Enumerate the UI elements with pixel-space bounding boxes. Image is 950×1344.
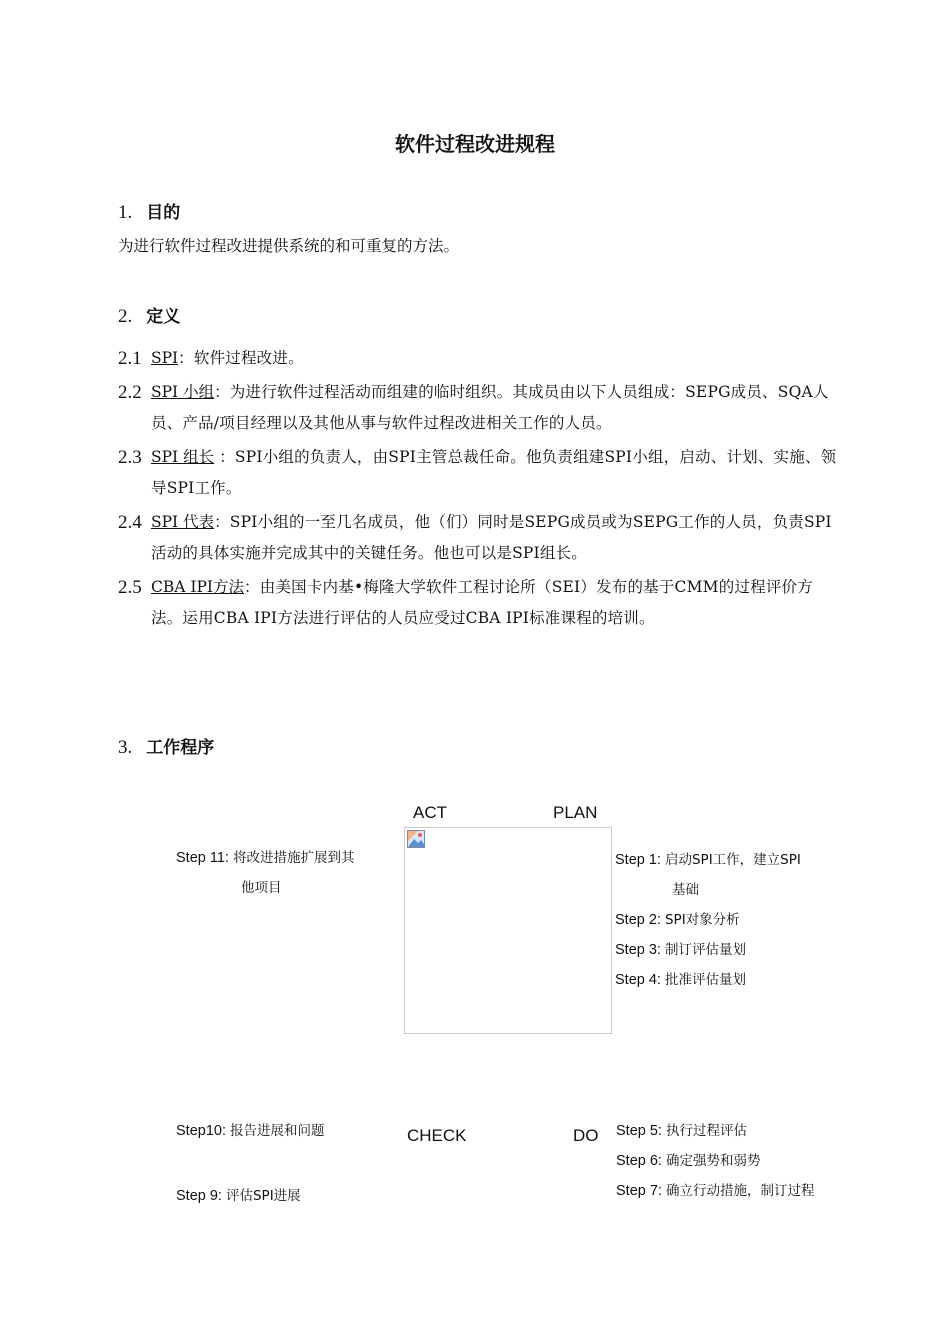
step-label: Step 9:	[176, 1188, 222, 1204]
step-label: Step 11:	[176, 850, 229, 866]
step-6	[616, 1146, 814, 1176]
document-title: 软件过程改进规程	[395, 132, 555, 156]
step-text: 批准评估量划	[664, 972, 746, 988]
step-label: Step 7:	[616, 1183, 662, 1199]
section-heading-definitions	[118, 302, 180, 328]
definition-item	[118, 377, 838, 439]
section-number: 3.	[118, 737, 133, 758]
definition-number: 2.2	[118, 382, 142, 403]
step-label: Step 4:	[615, 972, 661, 988]
section-heading-purpose	[118, 198, 180, 224]
definition-term: SPI	[151, 349, 179, 367]
definition-text: ：由美国卡内基•梅隆大学软件工程讨论所（SEI）发布的基于CMM的过程评价方法。运用CBA IPI方法进行评估的人员应受过CBA IPI标准课程的培训。	[151, 578, 813, 627]
step-11	[176, 843, 354, 903]
step-7	[616, 1176, 814, 1206]
step-text: 确立行动措施，制订过程	[665, 1183, 815, 1199]
step-text-continued: 他项目	[241, 880, 282, 896]
section-title: 工作程序	[146, 738, 215, 758]
definition-term: CBA IPI方法	[151, 578, 245, 596]
step-label: Step10:	[176, 1123, 226, 1139]
step-text-continued: 基础	[672, 882, 699, 898]
definition-text: ：SPI小组的负责人，由SPI主管总裁任命。他负责组建SPI小组，启动、计划、实施、领导SPI工作。	[151, 448, 837, 497]
check-label: CHECK	[407, 1126, 467, 1145]
step-2	[615, 905, 801, 935]
section-heading-procedure	[118, 733, 214, 759]
step-9	[176, 1181, 301, 1211]
step-1	[615, 845, 801, 905]
step-10	[176, 1116, 325, 1146]
step-5	[616, 1116, 814, 1146]
definition-item	[118, 507, 838, 569]
plan-steps	[615, 845, 801, 995]
section-number: 2.	[118, 306, 133, 327]
step-text: 将改进措施扩展到其	[232, 850, 355, 866]
definition-text: ：SPI小组的一至几名成员，他（们）同时是SEPG成员或为SEPG工作的人员，负责SPI活动的具体实施并完成其中的关键任务。他也可以是SPI组长。	[151, 513, 832, 562]
step-text: 确定强势和弱势	[665, 1153, 761, 1169]
do-label: DO	[573, 1126, 599, 1145]
step-text: 执行过程评估	[665, 1123, 747, 1139]
definition-item	[118, 343, 838, 374]
step-label: Step 5:	[616, 1123, 662, 1139]
definitions-list	[118, 343, 838, 637]
section-number: 1.	[118, 202, 133, 223]
definition-term: SPI 组长	[151, 448, 215, 466]
definition-item	[118, 442, 838, 504]
plan-label: PLAN	[553, 803, 598, 822]
purpose-paragraph: 为进行软件过程改进提供系统的和可重复的方法。	[118, 237, 460, 255]
definition-text: ：为进行软件过程活动而组建的临时组织。其成员由以下人员组成：SEPG成员、SQA人员、产品/项目经理以及其他从事与软件过程改进相关工作的人员。	[151, 383, 829, 432]
section-title: 目的	[146, 203, 181, 223]
definition-number: 2.4	[118, 512, 142, 533]
step-text: SPI对象分析	[664, 912, 740, 928]
act-label: ACT	[413, 803, 447, 822]
step-text: 评估SPI进展	[225, 1188, 301, 1204]
definition-term: SPI 小组	[151, 383, 215, 401]
section-title: 定义	[146, 307, 181, 327]
step-4	[615, 965, 801, 995]
definition-number: 2.5	[118, 577, 142, 598]
step-text: 报告进展和问题	[230, 1123, 325, 1139]
step-label: Step 3:	[615, 942, 661, 958]
step-label: Step 1:	[615, 852, 661, 868]
definition-number: 2.3	[118, 447, 142, 468]
step-label: Step 2:	[615, 912, 661, 928]
do-steps	[616, 1116, 814, 1206]
step-text: 启动SPI工作，建立SPI	[664, 852, 801, 868]
step-3	[615, 935, 801, 965]
definition-text: ：软件过程改进。	[178, 349, 304, 367]
definition-number: 2.1	[118, 348, 142, 369]
definition-item	[118, 572, 838, 634]
step-label: Step 6:	[616, 1153, 662, 1169]
broken-image-icon	[407, 830, 425, 848]
cycle-image-placeholder	[404, 827, 612, 1034]
definition-term: SPI 代表	[151, 513, 215, 531]
step-text: 制订评估量划	[664, 942, 746, 958]
